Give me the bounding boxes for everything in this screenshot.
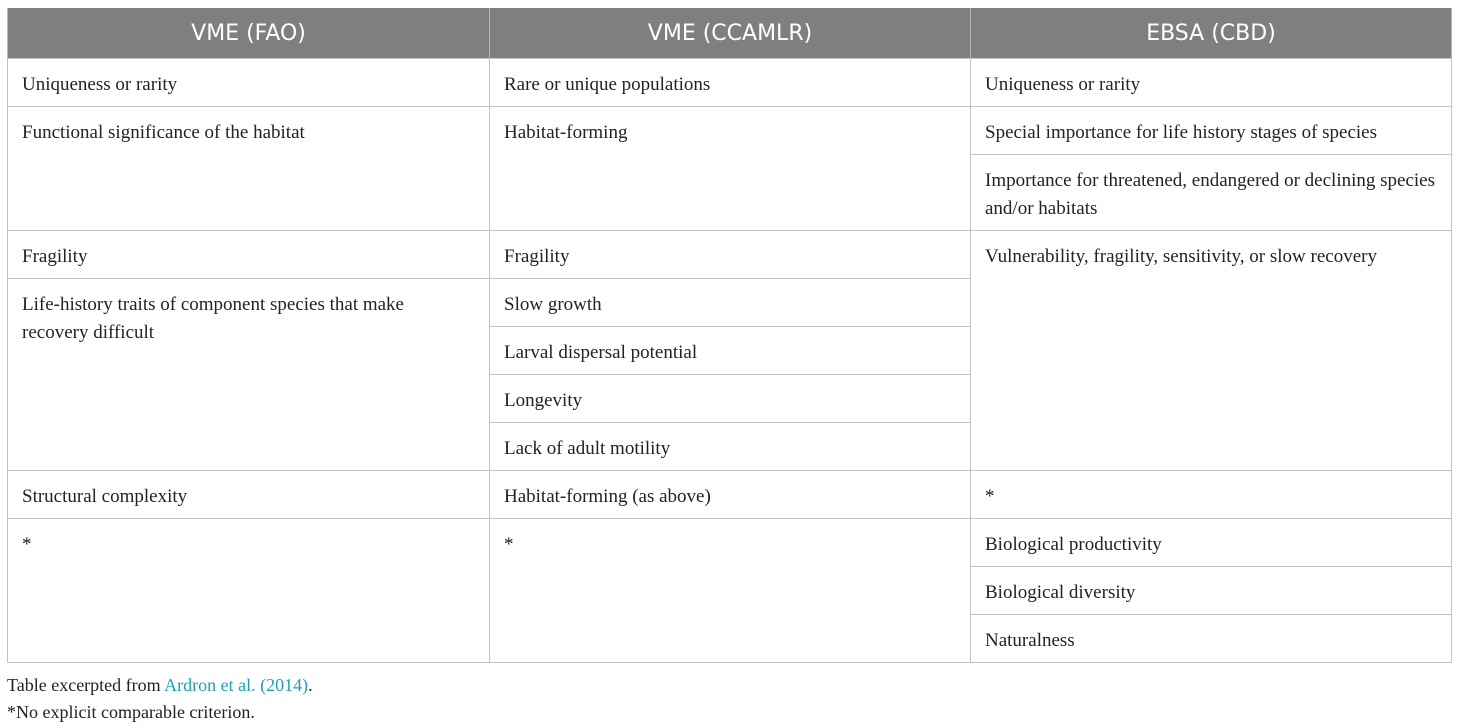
ebsa-productivity-cell: Biological productivity: [971, 519, 1452, 567]
ccamlr-larval-cell: Larval dispersal potential: [490, 327, 971, 375]
ebsa-diversity-cell: Biological diversity: [971, 567, 1452, 615]
ccamlr-habitat-forming-above-cell: Habitat-forming (as above): [490, 471, 971, 519]
criteria-table-container: [7, 8, 1451, 663]
ebsa-none-cell: *: [971, 471, 1452, 519]
table-row: [8, 519, 1452, 567]
excerpt-suffix: .: [308, 675, 313, 695]
ccamlr-motility-cell: Lack of adult motility: [490, 423, 971, 471]
table-row: [8, 107, 1452, 155]
table-footnotes: [7, 672, 313, 726]
table-header-row: [8, 8, 1452, 59]
criteria-comparison-table: [7, 8, 1452, 663]
fao-structural-cell: Structural complexity: [8, 471, 490, 519]
fao-fragility-cell: Fragility: [8, 231, 490, 279]
ccamlr-habitat-forming-cell: Habitat-forming: [490, 107, 971, 231]
ccamlr-slow-growth-cell: Slow growth: [490, 279, 971, 327]
ebsa-naturalness-cell: Naturalness: [971, 615, 1452, 663]
ebsa-uniqueness-cell: Uniqueness or rarity: [971, 59, 1452, 107]
header-vme-ccamlr: VME (CCAMLR): [490, 8, 971, 59]
header-ebsa-cbd: EBSA (CBD): [971, 8, 1452, 59]
fao-none-cell: *: [8, 519, 490, 663]
citation-link[interactable]: Ardron et al. (2014): [164, 675, 309, 695]
ccamlr-longevity-cell: Longevity: [490, 375, 971, 423]
table-row: [8, 231, 1452, 279]
ebsa-vulnerability-cell: Vulnerability, fragility, sensitivity, or slow recovery: [971, 231, 1452, 471]
fao-functional-cell: Functional significance of the habitat: [8, 107, 490, 231]
asterisk-note: *No explicit comparable criterion.: [7, 702, 255, 722]
excerpt-prefix: Table excerpted from: [7, 675, 165, 695]
ebsa-life-stages-cell: Special importance for life history stages of species: [971, 107, 1452, 155]
table-row: [8, 471, 1452, 519]
ccamlr-none-cell: *: [490, 519, 971, 663]
header-vme-fao: VME (FAO): [8, 8, 490, 59]
ebsa-threatened-cell: Importance for threatened, endangered or declining species and/or habitats: [971, 155, 1452, 231]
excerpt-note: [7, 672, 313, 699]
ccamlr-fragility-cell: Fragility: [490, 231, 971, 279]
ccamlr-rare-cell: Rare or unique populations: [490, 59, 971, 107]
table-row: [8, 59, 1452, 107]
fao-life-history-cell: Life-history traits of component species that make recovery difficult: [8, 279, 490, 471]
fao-uniqueness-cell: Uniqueness or rarity: [8, 59, 490, 107]
